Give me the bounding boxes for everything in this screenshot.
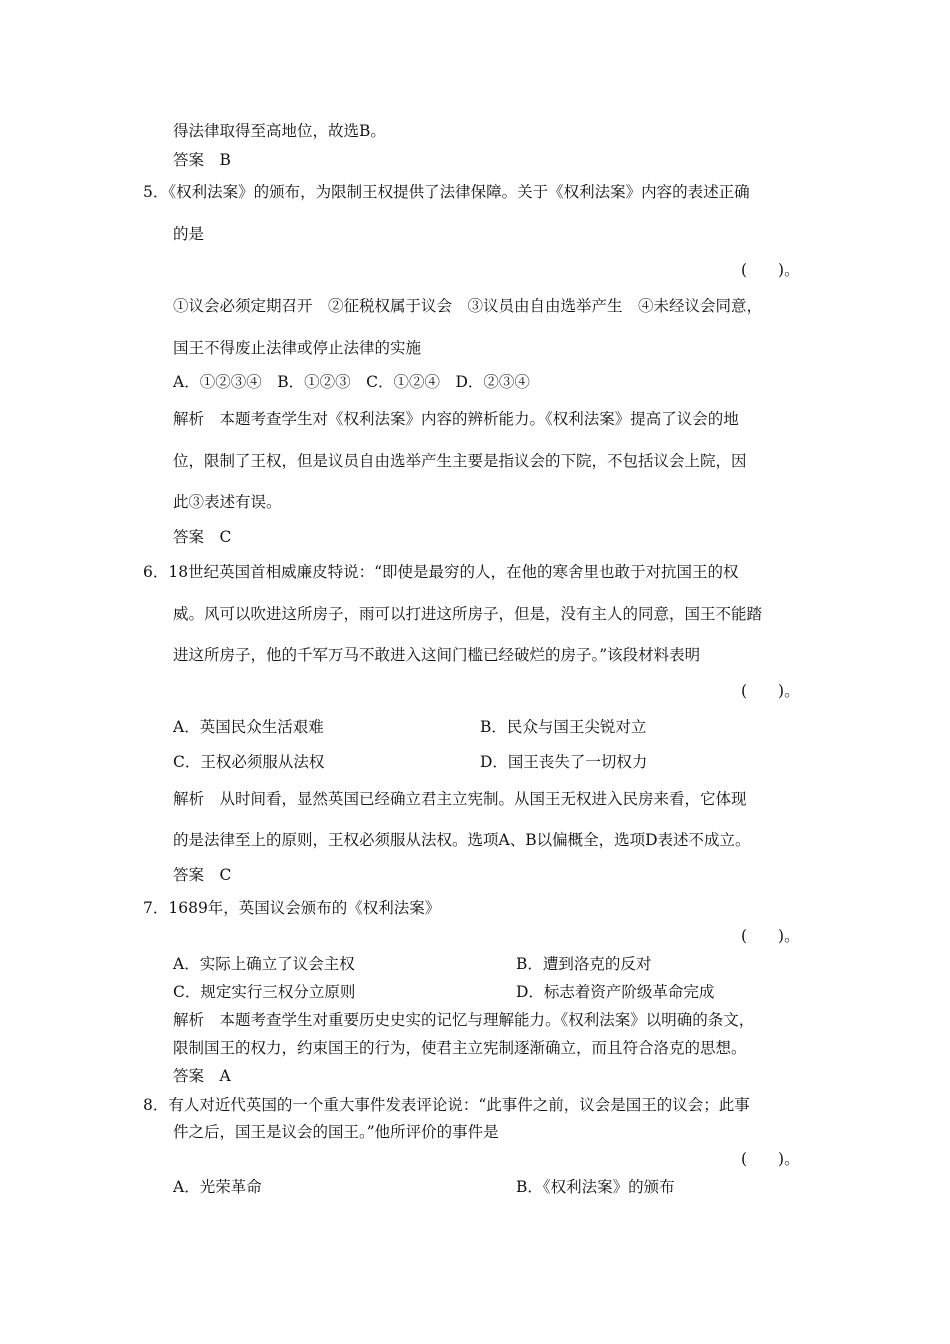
q8-option-a: A．光荣革命 <box>173 1178 262 1196</box>
q6-stem-line-3: 进这所房子，他的千军万马不敢进入这间门槛已经破烂的房子。”该段材料表明 <box>173 646 701 664</box>
q8-answer-blank: ( )。 <box>741 1150 800 1168</box>
q5-items-line-1: ①议会必须定期召开 ②征税权属于议会 ③议员由自由选举产生 ④未经议会同意， <box>173 297 763 315</box>
q4-answer: 答案 B <box>173 151 231 169</box>
q8-stem-line-2: 件之后，国王是议会的国王。”他所评价的事件是 <box>173 1123 499 1141</box>
q7-option-c: C．规定实行三权分立原则 <box>173 983 356 1001</box>
q5-stem-line-2: 的是 <box>173 225 205 243</box>
q6-option-b: B．民众与国王尖锐对立 <box>480 718 647 736</box>
q5-stem-line-1: 5．《权利法案》的颁布，为限制王权提供了法律保障。关于《权利法案》内容的表述正确 <box>143 183 750 201</box>
q6-option-d: D．国王丧失了一切权力 <box>480 753 648 771</box>
q4-analysis-tail: 得法律取得至高地位，故选B。 <box>173 122 386 140</box>
q5-answer-blank: ( )。 <box>741 261 800 279</box>
q5-items-line-2: 国王不得废止法律或停止法律的实施 <box>173 339 422 357</box>
q6-answer-blank: ( )。 <box>741 682 800 700</box>
q7-option-b: B．遭到洛克的反对 <box>516 955 652 973</box>
q7-analysis-line-1: 解析 本题考查学生对重要历史史实的记忆与理解能力。《权利法案》以明确的条文， <box>173 1011 755 1029</box>
q6-option-c: C．王权必须服从法权 <box>173 753 325 771</box>
q7-analysis-line-2: 限制国王的权力，约束国王的行为，使君主立宪制逐渐确立，而且符合洛克的思想。 <box>173 1039 747 1057</box>
q5-answer: 答案 C <box>173 528 232 546</box>
q7-stem: 7．1689年，英国议会颁布的《权利法案》 <box>143 899 441 917</box>
q5-analysis-line-1: 解析 本题考查学生对《权利法案》内容的辨析能力。《权利法案》提高了议会的地 <box>173 410 739 428</box>
q6-stem-line-2: 威。风可以吹进这所房子，雨可以打进这所房子，但是，没有主人的同意，国王不能踏 <box>173 605 763 623</box>
q5-options: A．①②③④ B．①②③ C．①②④ D．②③④ <box>173 373 530 391</box>
q6-analysis-line-1: 解析 从时间看，显然英国已经确立君主立宪制。从国王无权进入民房来看，它体现 <box>173 790 747 808</box>
q6-answer: 答案 C <box>173 866 232 884</box>
q7-option-a: A．实际上确立了议会主权 <box>173 955 355 973</box>
q7-answer: 答案 A <box>173 1067 231 1085</box>
q5-analysis-line-2: 位，限制了王权，但是议员自由选举产生主要是指议会的下院，不包括议会上院，因 <box>173 452 747 470</box>
q7-option-d: D．标志着资产阶级革命完成 <box>516 983 715 1001</box>
q6-analysis-line-2: 的是法律至上的原则，王权必须服从法权。选项A、B以偏概全，选项D表述不成立。 <box>173 831 751 849</box>
q6-option-a: A．英国民众生活艰难 <box>173 718 324 736</box>
q5-analysis-line-3: 此③表述有误。 <box>173 493 282 511</box>
q7-answer-blank: ( )。 <box>741 927 800 945</box>
q8-option-b: B．《权利法案》的颁布 <box>516 1178 675 1196</box>
q6-stem-line-1: 6．18世纪英国首相威廉皮特说：“即使是最穷的人，在他的寒舍里也敢于对抗国王的权 <box>143 563 739 581</box>
q8-stem-line-1: 8．有人对近代英国的一个重大事件发表评论说：“此事件之前，议会是国王的议会；此事 <box>143 1096 750 1114</box>
